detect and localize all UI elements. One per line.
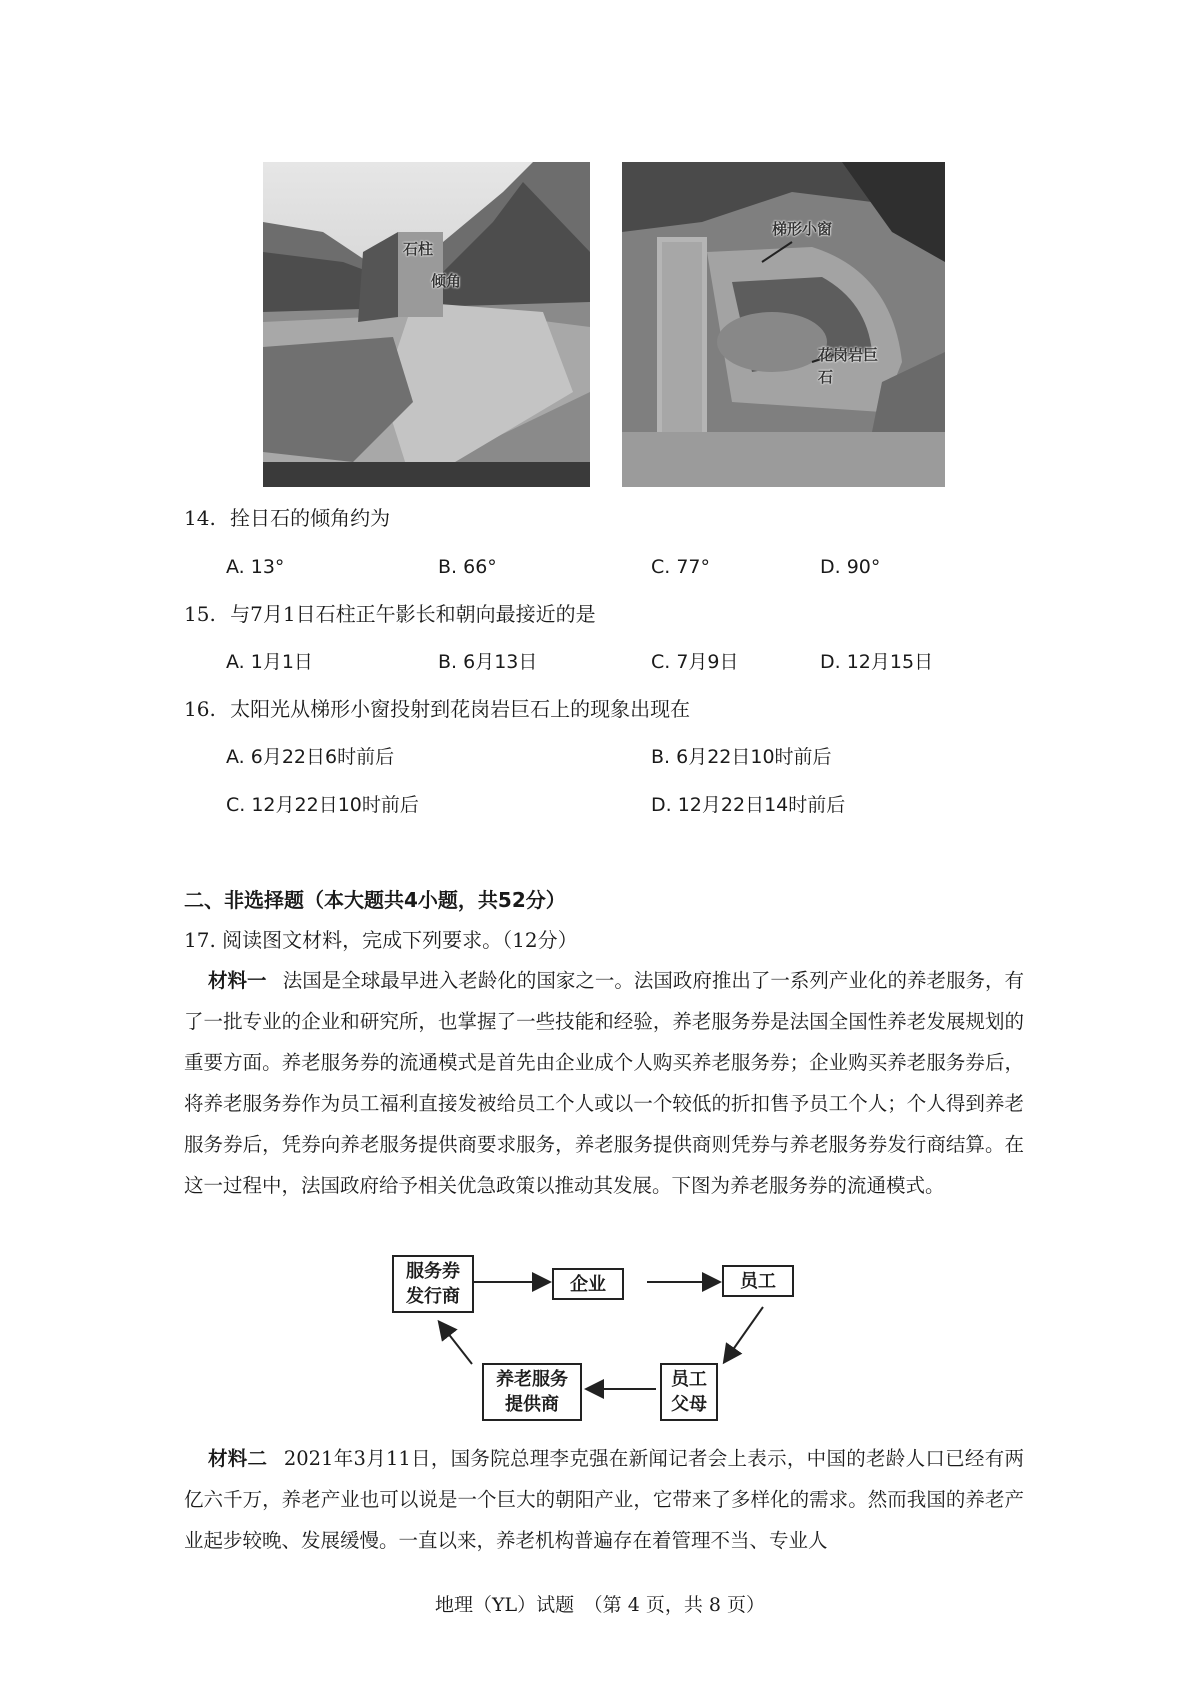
question-number: 15. bbox=[184, 602, 216, 626]
material-one-text: 法国是全球最早进入老龄化的国家之一。法国政府推出了一系列产业化的养老服务，有了一批专业的企业和研究所，也掌握了一些技能和经验，养老服务券是法国全国性养老发展规划的重要方面。养老服务券的流通模式是首先由企业成个人购买养老服务券；企业购买养老服务券后，将养老服务券作为员工福利直接发被给员工个人或以一个较低的折扣售予员工个人；个人得到养老服务券后，凭券向养老服务提供商要求服务，养老服务提供商则凭券与养老服务券发行商结算。在这一过程中，法国政府给予相关优急政策以推动其发展。下图为养老服务券的流通模式。 bbox=[184, 969, 1024, 1197]
issuer-line-2: 发行商 bbox=[406, 1286, 460, 1307]
arrow-employee-to-parents bbox=[725, 1307, 763, 1361]
material-two-text: 2021年3月11日，国务院总理李克强在新闻记者会上表示，中国的老龄人口已经有两亿六千万，养老产业也可以说是一个巨大的朝阳产业，它带来了多样化的需求。然而我国的养老产业起步较晚、发展缓慢。一直以来，养老机构普遍存在着管理不当、专业人 bbox=[184, 1447, 1024, 1552]
parents-line-2: 父母 bbox=[671, 1394, 707, 1415]
option-a[interactable]: A. 6月22日6时前后 bbox=[226, 746, 395, 768]
option-b[interactable]: B. 66° bbox=[438, 556, 497, 578]
page-footer: 地理（YL）试题 （第 4 页，共 8 页） bbox=[435, 1594, 765, 1616]
parents-line-1: 员工 bbox=[671, 1369, 707, 1390]
enterprise-label: 企业 bbox=[570, 1273, 606, 1295]
angle-label: 倾角 bbox=[431, 272, 462, 290]
box-enterprise bbox=[552, 1268, 624, 1300]
employee-label: 员工 bbox=[740, 1270, 776, 1292]
provider-line-1: 养老服务 bbox=[496, 1369, 568, 1390]
material-two bbox=[184, 1438, 1024, 1566]
window-label: 梯形小窗 bbox=[772, 220, 833, 238]
box-issuer bbox=[392, 1255, 474, 1313]
issuer-line-1: 服务券 bbox=[406, 1261, 460, 1282]
question-17: 17. 阅读图文材料，完成下列要求。（12分） bbox=[184, 928, 578, 952]
option-c[interactable]: C. 77° bbox=[651, 556, 711, 578]
question-16 bbox=[184, 695, 690, 723]
question-text: 拴日石的倾角约为 bbox=[230, 506, 391, 530]
option-d[interactable]: D. 12月15日 bbox=[820, 651, 934, 673]
photo-sun-temple-illustration bbox=[622, 162, 945, 487]
pillar-label: 石柱 bbox=[403, 240, 434, 258]
photo-intihuatana-illustration bbox=[263, 162, 590, 487]
arrow-provider-to-issuer bbox=[440, 1323, 472, 1364]
question-14 bbox=[184, 504, 390, 532]
material-one-label: 材料一 bbox=[208, 969, 267, 992]
box-parents bbox=[660, 1363, 718, 1421]
option-a[interactable]: A. 1月1日 bbox=[226, 651, 313, 673]
question-text: 太阳光从梯形小窗投射到花岗岩巨石上的现象出现在 bbox=[230, 697, 691, 721]
material-one bbox=[184, 960, 1024, 1238]
photo-sun-temple bbox=[622, 162, 945, 487]
option-c[interactable]: C. 12月22日10时前后 bbox=[226, 794, 419, 816]
question-number: 14. bbox=[184, 506, 216, 530]
flow-diagram bbox=[380, 1255, 840, 1425]
question-15 bbox=[184, 600, 596, 628]
option-b[interactable]: B. 6月22日10时前后 bbox=[651, 746, 832, 768]
question-text: 与7月1日石柱正午影长和朝向最接近的是 bbox=[230, 602, 596, 626]
photo-intihuatana-stone bbox=[263, 162, 590, 487]
option-a[interactable]: A. 13° bbox=[226, 556, 285, 578]
option-d[interactable]: D. 12月22日14时前后 bbox=[651, 794, 846, 816]
box-employee bbox=[722, 1265, 794, 1297]
box-provider bbox=[482, 1363, 582, 1421]
question-number: 16. bbox=[184, 697, 216, 721]
option-d[interactable]: D. 90° bbox=[820, 556, 881, 578]
rock-label: 花岗岩巨石 bbox=[818, 346, 879, 386]
provider-line-2: 提供商 bbox=[505, 1394, 559, 1415]
option-b[interactable]: B. 6月13日 bbox=[438, 651, 538, 673]
material-two-label: 材料二 bbox=[208, 1447, 268, 1470]
section-heading: 二、非选择题（本大题共4小题，共52分） bbox=[184, 888, 566, 912]
option-c[interactable]: C. 7月9日 bbox=[651, 651, 739, 673]
